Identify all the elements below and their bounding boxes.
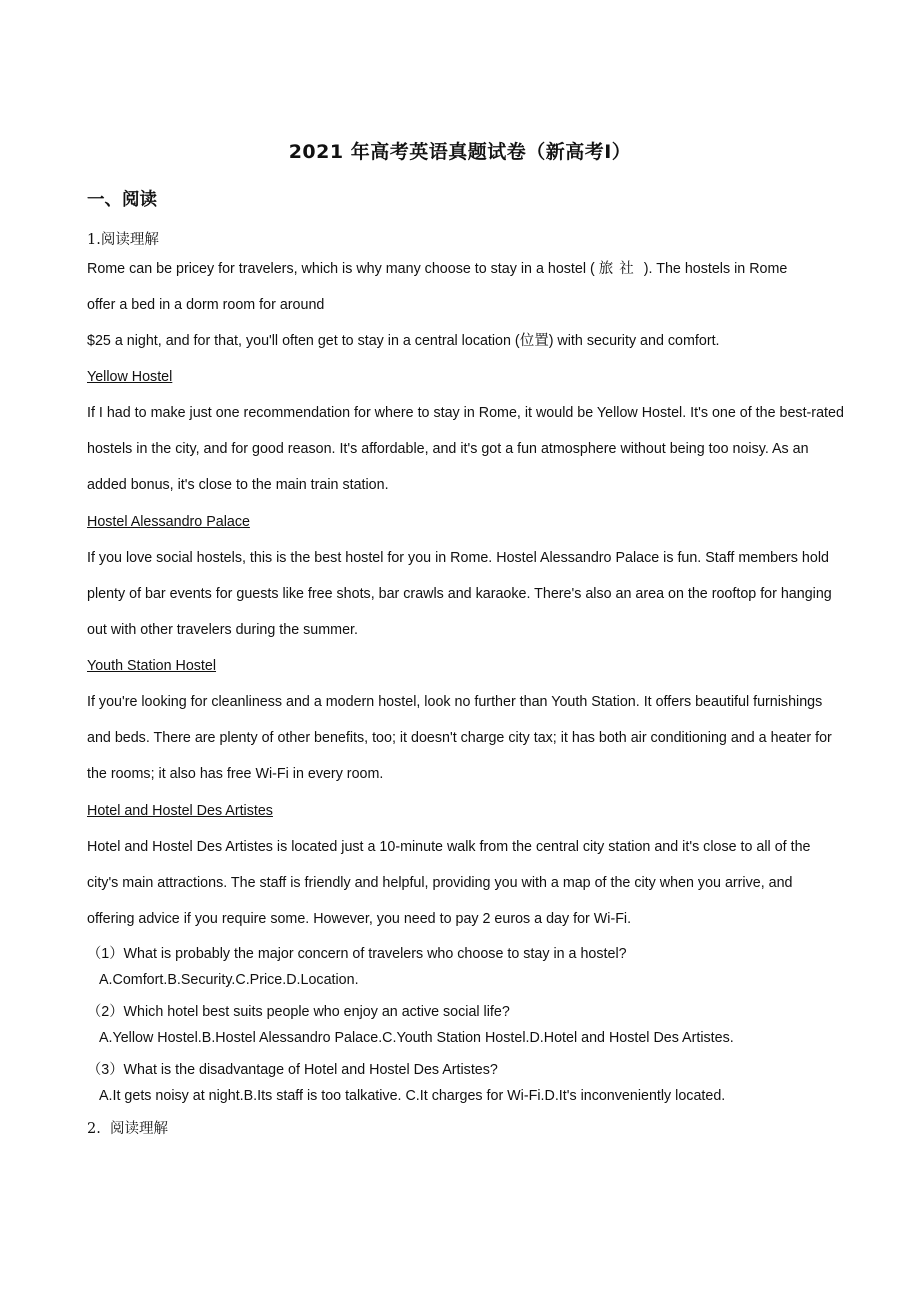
question-options: A.Comfort.B.Security.C.Price.D.Location. xyxy=(99,972,359,988)
intro-line-3-chinese: 位置 xyxy=(519,333,549,349)
question-stem: （2）Which hotel best suits people who enjoy an active social life? xyxy=(87,1004,510,1020)
intro-line-1-text-a: Rome can be pricey for travelers, which is why many choose to stay in a hostel ( xyxy=(87,261,595,277)
hostel-heading: Hotel and Hostel Des Artistes xyxy=(87,803,273,819)
hostel-description: Hotel and Hostel Des Artistes is located just a 10-minute walk from the central city station and it's close to all of the city's main attractions. The staff is friendly and helpful, providing you with a map of the city when you arrive, and offering advice if you require some. However, you need to pay 2 euros a day for Wi-Fi. xyxy=(87,839,811,928)
question-2-label: 2. 阅读理解 xyxy=(87,1121,169,1137)
question-stem: （1）What is probably the major concern of travelers who choose to stay in a hostel? xyxy=(87,946,627,962)
hostel-description: If you love social hostels, this is the best hostel for you in Rome. Hostel Alessandro Palace is fun. Staff members hold plenty of bar events for guests like free shots, bar crawls and karaoke. There's also an area on the rooftop for hanging out with other travelers during the summer. xyxy=(87,550,832,639)
question-stem: （3）What is the disadvantage of Hotel and Hostel Des Artistes? xyxy=(87,1062,498,1078)
hostel-heading: Youth Station Hostel xyxy=(87,658,217,674)
intro-line-2: offer a bed in a dorm room for around xyxy=(87,297,325,313)
intro-line-3-text-a: $25 a night, and for that, you'll often get to stay in a central location ( xyxy=(87,333,520,349)
hostel-description: If you're looking for cleanliness and a modern hostel, look no further than Youth Station. It offers beautiful furnishings and beds. There are plenty of other benefits, too; it doesn't charge city tax; it has both air conditioning and a heater for the rooms; it also has free Wi-Fi in every room. xyxy=(87,694,832,783)
question-1-label: 1.阅读理解 xyxy=(87,232,159,248)
intro-line-3 xyxy=(87,323,847,359)
hostel-heading: Yellow Hostel xyxy=(87,369,173,385)
page-title: 2021 年高考英语真题试卷（新高考Ⅰ） xyxy=(288,141,632,163)
hostel-description: If I had to make just one recommendation for where to stay in Rome, it would be Yellow Hostel. It's one of the best-rated hostels in the city, and for good reason. It's affordable, and it's got a fun atmosphere without being too noisy. As an added bonus, it's close to the main train station. xyxy=(87,405,844,494)
intro-line-3-text-b: ) with security and comfort. xyxy=(548,333,720,349)
section-heading: 一、阅读 xyxy=(87,190,157,210)
intro-line-1-text-b: ). The hostels in Rome xyxy=(643,261,788,277)
question-options: A.It gets noisy at night.B.Its staff is too talkative. C.It charges for Wi-Fi.D.It's inconveniently located. xyxy=(99,1088,726,1104)
question-options: A.Yellow Hostel.B.Hostel Alessandro Palace.C.Youth Station Hostel.D.Hotel and Hostel Des Artistes. xyxy=(99,1030,734,1046)
intro-line-1 xyxy=(87,251,847,287)
intro-line-1-chinese: 旅社 xyxy=(598,261,640,277)
hostel-heading: Hostel Alessandro Palace xyxy=(87,514,250,530)
